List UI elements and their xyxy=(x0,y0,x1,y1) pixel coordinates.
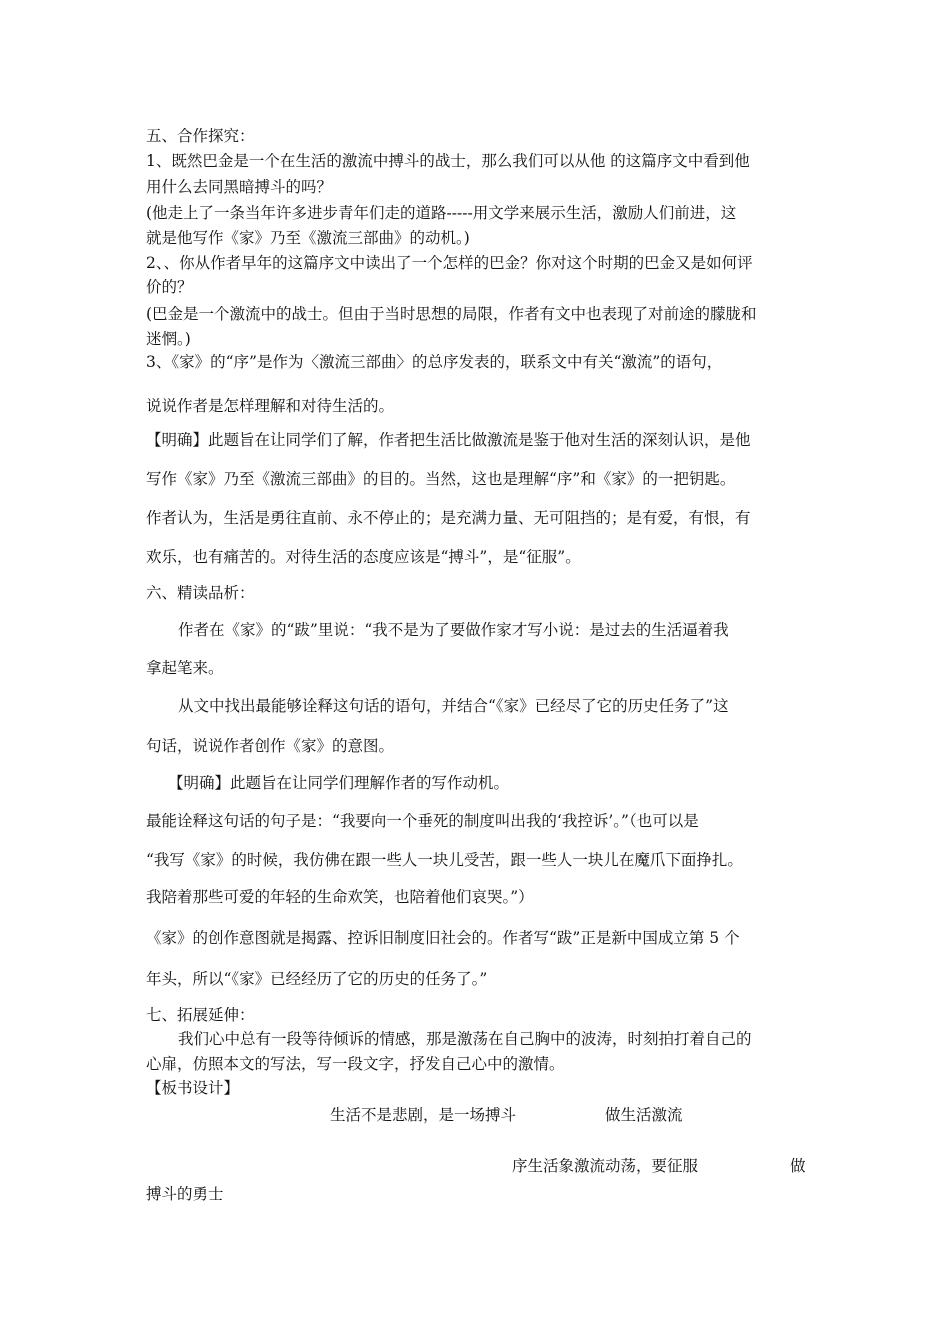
question1-line1: 1、既然巴金是一个在生活的激流中搏斗的战士，那么我们可以从他 的这篇序文中看到他 xyxy=(146,152,750,170)
clarify2-line2: “我写《家》的时候，我仿佛在跟一些人一块儿受苦，跟一些人一块儿在魔爪下面挣扎。 xyxy=(146,851,743,869)
answer1-line2: 就是他写作《家》乃至《激流三部曲》的动机。) xyxy=(146,229,470,247)
clarify2-intro: 【明确】此题旨在让同学们理解作者的写作动机。 xyxy=(168,774,510,792)
question2-line1: 2、、你从作者早年的这篇序文中读出了一个怎样的巴金？你对这个时期的巴金又是如何评 xyxy=(146,254,753,272)
board-line1-right: 做生活激流 xyxy=(605,1106,683,1124)
clarify1-line1: 【明确】此题旨在让同学们了解，作者把生活比做激流是鉴于他对生活的深刻认识，是他 xyxy=(146,431,751,449)
section6-heading: 六、精读品析： xyxy=(146,584,255,602)
section7-heading: 七、拓展延伸： xyxy=(146,1006,255,1024)
analysis-para2-line1: 从文中找出最能够诠释这句话的语句，并结合“《家》已经尽了它的历史任务了”这 xyxy=(178,697,729,715)
clarify2-line5: 年头，所以“《家》已经经历了它的历史的任务了。” xyxy=(146,970,488,988)
clarify1-line2: 写作《家》乃至《激流三部曲》的目的。当然，这也是理解“序”和《家》的一把钥匙。 xyxy=(146,470,736,488)
analysis-para1-line2: 拿起笔来。 xyxy=(146,659,224,677)
answer1-line1: (他走上了一条当年许多进步青年们走的道路-----用文学来展示生活，激励人们前进，这 xyxy=(146,204,737,222)
question3-line1: 3、《家》的“序”是作为〈激流三部曲〉的总序发表的，联系文中有关“激流”的语句， xyxy=(146,353,723,371)
answer2-line2: 迷惘。) xyxy=(146,330,191,348)
clarify1-line4: 欢乐，也有痛苦的。对待生活的态度应该是“搏斗”，是“征服”。 xyxy=(146,548,581,566)
extension-line1: 我们心中总有一段等待倾诉的情感，那是激荡在自己胸中的波涛，时刻拍打着自己的 xyxy=(178,1030,752,1048)
clarify2-line4: 《家》的创作意图就是揭露、控诉旧制度旧社会的。作者写“跋”正是新中国成立第 5 个 xyxy=(146,929,740,947)
analysis-para2-line2: 句话，说说作者创作《家》的意图。 xyxy=(146,737,395,755)
clarify2-line3: 我陪着那些可爱的年轻的生命欢笑，也陪着他们哀哭。”） xyxy=(146,888,534,906)
board-design-heading: 【板书设计】 xyxy=(146,1079,240,1097)
question1-line2: 用什么去同黑暗搏斗的吗？ xyxy=(146,178,333,196)
answer2-line1: (巴金是一个激流中的战士。但由于当时思想的局限，作者有文中也表现了对前途的朦胧和 xyxy=(146,305,757,323)
analysis-para1-line1: 作者在《家》的“跋”里说：“我不是为了要做作家才写小说：是过去的生活逼着我 xyxy=(178,621,729,639)
section5-heading: 五、合作探究： xyxy=(146,127,255,145)
clarify2-line1: 最能诠释这句话的句子是：“我要向一个垂死的制度叫出我的‘我控诉’。”（也可以是 xyxy=(146,812,699,830)
question2-line2: 价的？ xyxy=(146,278,193,296)
board-line3: 搏斗的勇士 xyxy=(146,1185,224,1203)
board-line2-right: 做 xyxy=(790,1157,806,1175)
extension-line2: 心扉，仿照本文的写法，写一段文字，抒发自己心中的激情。 xyxy=(146,1055,565,1073)
clarify1-line3: 作者认为，生活是勇往直前、永不停止的；是充满力量、无可阻挡的；是有爱，有恨，有 xyxy=(146,509,751,527)
question3-line2: 说说作者是怎样理解和对待生活的。 xyxy=(146,397,395,415)
board-line1-left: 生活不是悲剧，是一场搏斗 xyxy=(330,1106,517,1124)
board-line2-center: 序生活象激流动荡，要征服 xyxy=(512,1157,699,1175)
